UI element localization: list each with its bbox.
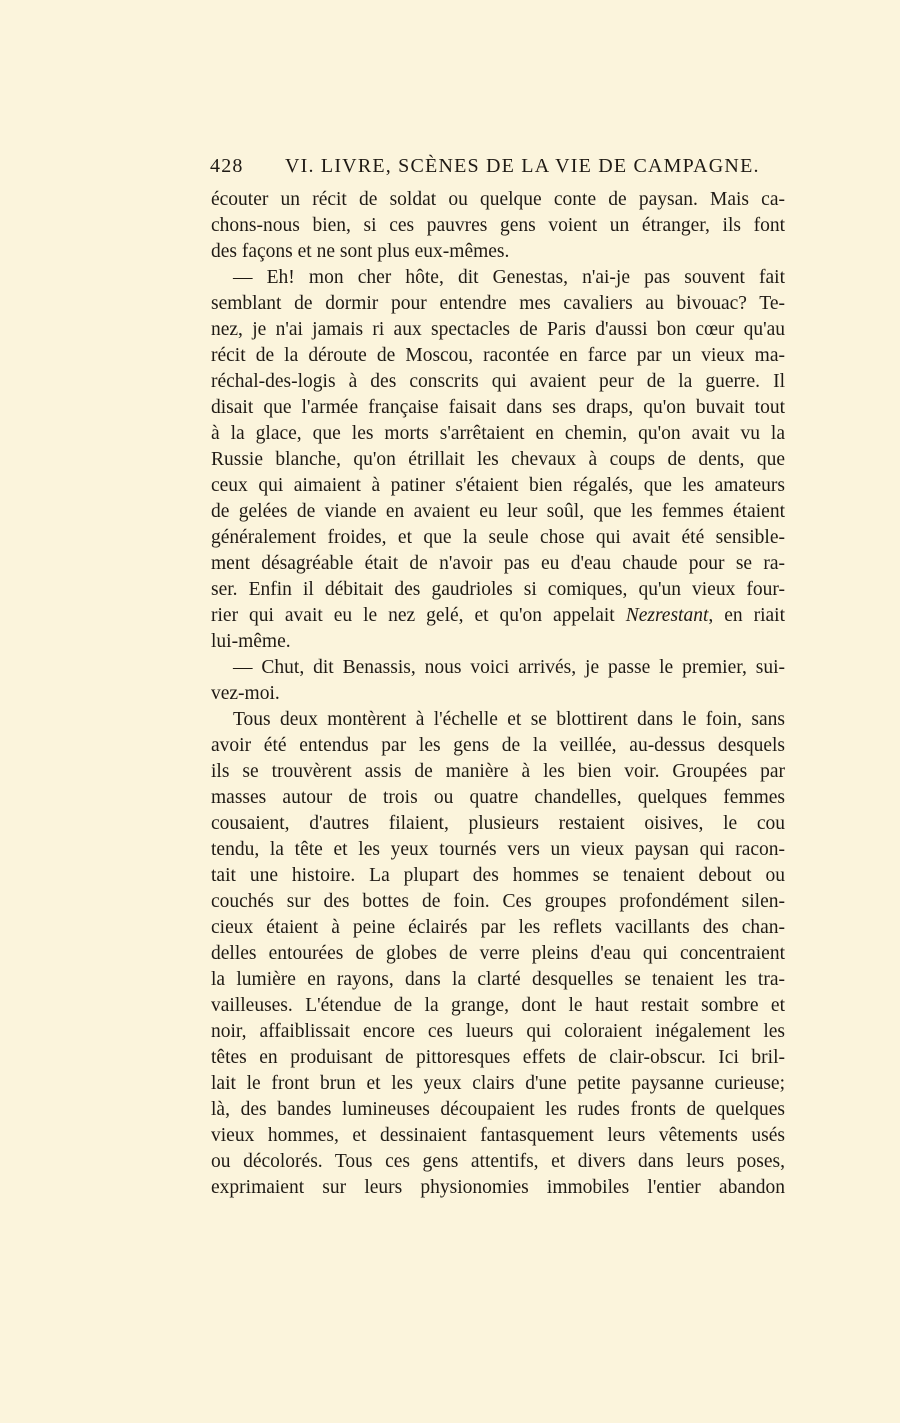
text-line: tait une histoire. La plupart des hommes se tenaient debout ou: [211, 865, 785, 886]
text-line: noir, affaiblissait encore ces lueurs qui coloraient inégalement les: [211, 1021, 785, 1042]
text-line: — Chut, dit Benassis, nous voici arrivés, je passe le premier, sui-: [233, 657, 785, 678]
text-line: avoir été entendus par les gens de la veillée, au-dessus desquels: [211, 735, 785, 756]
text-line: ceux qui aimaient à patiner s'étaient bien régalés, que les amateurs: [211, 475, 785, 496]
text-line: réchal-des-logis à des conscrits qui avaient peur de la guerre. Il: [211, 371, 785, 392]
text-line: ser. Enfin il débitait des gaudrioles si comiques, qu'un vieux four-: [211, 579, 785, 600]
text-line: ils se trouvèrent assis de manière à les bien voir. Groupées par: [211, 761, 785, 782]
text-line: disait que l'armée française faisait dans ses draps, qu'on buvait tout: [211, 397, 785, 418]
text-line: — Eh! mon cher hôte, dit Genestas, n'ai-je pas souvent fait: [233, 267, 785, 288]
text-line: cieux étaient à peine éclairés par les reflets vacillants des chan-: [211, 917, 785, 938]
text-line: [211, 603, 785, 629]
text-line: masses autour de trois ou quatre chandelles, quelques femmes: [211, 787, 785, 808]
text-line: vez-moi.: [211, 683, 280, 704]
text-line: à la glace, que les morts s'arrêtaient en chemin, qu'on avait vu la: [211, 423, 785, 444]
text-line: des façons et ne sont plus eux-mêmes.: [211, 241, 510, 262]
text-segment: rier qui avait eu le nez gelé, et qu'on appelait: [211, 605, 615, 626]
text-line: têtes en produisant de pittoresques effets de clair-obscur. Ici bril-: [211, 1047, 785, 1068]
text-line: tendu, la tête et les yeux tournés vers un vieux paysan qui racon-: [211, 839, 785, 860]
text-line: semblant de dormir pour entendre mes cavaliers au bivouac? Te-: [211, 293, 785, 314]
running-head: VI. LIVRE, SCÈNES DE LA VIE DE CAMPAGNE.: [285, 155, 760, 177]
text-line: exprimaient sur leurs physionomies immobiles l'entier abandon: [211, 1177, 785, 1198]
text-line: généralement froides, et que la seule chose qui avait été sensible-: [211, 527, 785, 548]
text-line: vieux hommes, et dessinaient fantasquement leurs vêtements usés: [211, 1125, 785, 1146]
page-header: [210, 155, 785, 183]
text-line: Tous deux montèrent à l'échelle et se blottirent dans le foin, sans: [233, 709, 785, 730]
text-line: écouter un récit de soldat ou quelque conte de paysan. Mais ca-: [211, 189, 785, 210]
text-line: nez, je n'ai jamais ri aux spectacles de Paris d'aussi bon cœur qu'au: [211, 319, 785, 340]
text-line: lui-même.: [211, 631, 291, 652]
text-line: delles entourées de globes de verre pleins d'eau qui concentraient: [211, 943, 785, 964]
text-line: ou décolorés. Tous ces gens attentifs, et divers dans leurs poses,: [211, 1151, 785, 1172]
text-line: Russie blanche, qu'on étrillait les chevaux à coups de dents, que: [211, 449, 785, 470]
text-line: ment désagréable était de n'avoir pas eu d'eau chaude pour se ra-: [211, 553, 785, 574]
text-line: vailleuses. L'étendue de la grange, dont le haut restait sombre et: [211, 995, 785, 1016]
text-segment: , en riait: [708, 605, 785, 626]
text-line: cousaient, d'autres filaient, plusieurs restaient oisives, le cou: [211, 813, 785, 834]
body-text: [211, 187, 785, 1201]
text-line: de gelées de viande en avaient eu leur soûl, que les femmes étaient: [211, 501, 785, 522]
text-line: couchés sur des bottes de foin. Ces groupes profondément silen-: [211, 891, 785, 912]
page-number: 428: [210, 155, 244, 177]
text-line: lait le front brun et les yeux clairs d'une petite paysanne curieuse;: [211, 1073, 785, 1094]
text-line: là, des bandes lumineuses découpaient les rudes fronts de quelques: [211, 1099, 785, 1120]
italic-name: Nezrestant: [625, 605, 709, 626]
text-line: récit de la déroute de Moscou, racontée en farce par un vieux ma-: [211, 345, 785, 366]
text-line: la lumière en rayons, dans la clarté desquelles se tenaient les tra-: [211, 969, 785, 990]
text-line: chons-nous bien, si ces pauvres gens voient un étranger, ils font: [211, 215, 785, 236]
